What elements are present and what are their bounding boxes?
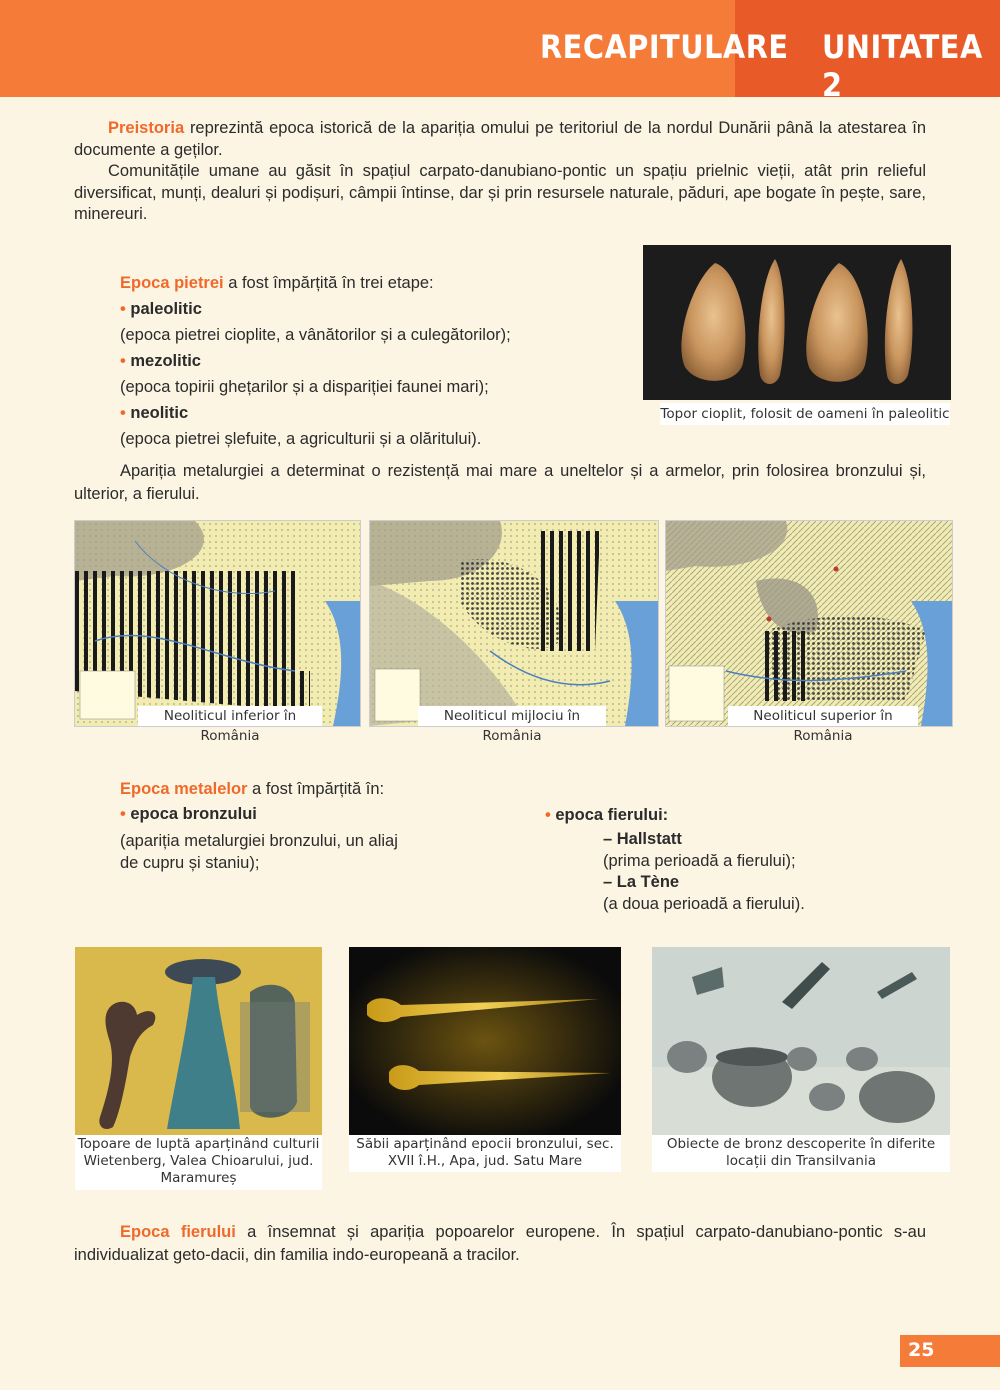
hallstatt-desc: (prima perioadă a fierului);	[603, 851, 796, 870]
term-preistoria: Preistoria	[108, 119, 185, 137]
metal-age-lead: Epoca metalelor a fost împărțită în:	[120, 780, 385, 798]
bullet-icon: •	[120, 805, 126, 823]
latene-label: – La Tène	[603, 873, 680, 891]
map-caption-middle: Neoliticul mijlociu în România	[418, 706, 606, 726]
intro-paragraph-1: Preistoria reprezintă epoca istorică de la apariția omului pe teritoriul de la nordul Dunării până la atestarea în documente a geților.	[74, 119, 926, 159]
stone-age-section	[120, 270, 630, 452]
map-neolithic-lower	[74, 520, 361, 727]
intro-section	[74, 118, 926, 226]
header-unit: UNITATEA 2	[822, 28, 983, 104]
swords-photo	[349, 947, 621, 1135]
swords-image	[349, 947, 621, 1135]
stage-paleolitic-desc: (epoca pietrei cioplite, a vânătorilor și a culegătorilor);	[120, 326, 511, 344]
bullet-icon: •	[120, 352, 126, 370]
bronze-objects-photo	[652, 947, 950, 1135]
page-number: 25	[908, 1339, 935, 1361]
latene-desc: (a doua perioadă a fierului).	[603, 894, 805, 913]
metallurgy-section	[74, 460, 926, 506]
bronze-objects-caption: Obiecte de bronz descoperite în diferite locații din Transilvania	[652, 1135, 950, 1172]
stone-age-lead: Epoca pietrei a fost împărțită în trei etape:	[120, 274, 434, 292]
bullet-icon: •	[120, 404, 126, 422]
stage-mezolitic-desc: (epoca topirii ghețarilor și a dispariției faunei mari);	[120, 378, 489, 396]
stone-axe-image	[643, 245, 951, 400]
map-neolithic-middle	[369, 520, 659, 727]
bullet-icon: •	[120, 300, 126, 318]
stone-axe-caption: Topor cioplit, folosit de oameni în paleolitic	[660, 403, 950, 425]
bronze-age-item: • epoca bronzului	[120, 805, 257, 823]
bronze-objects-image	[652, 947, 950, 1135]
hallstatt-label: – Hallstatt	[603, 830, 682, 848]
map-neolithic-upper	[665, 520, 953, 727]
stage-neolitic-desc: (epoca pietrei șlefuite, a agriculturii și a olăritului).	[120, 430, 482, 448]
stage-mezolitic: • mezolitic	[120, 352, 201, 370]
stone-axe-photo	[643, 245, 951, 400]
iron-periods	[545, 829, 925, 915]
metallurgy-paragraph: Apariția metalurgiei a determinat o rezistență mai mare a uneltelor și a armelor, prin folosirea bronzului și, ulterior, a fierului.	[74, 462, 926, 503]
intro-paragraph-2: Comunitățile umane au găsit în spațiul carpato-danubiano-pontic un spațiu prielnic vieții, atât prin relieful diversificat, munți, dealuri și podișuri, câmpii întinse, dar și prin resursele naturale, păduri, ape bogate în pește, sare, minereuri.	[74, 162, 926, 223]
iron-age-list	[545, 803, 925, 915]
battle-axes-image	[75, 947, 322, 1135]
swords-caption: Săbii aparținând epocii bronzului, sec. XVII î.H., Apa, jud. Satu Mare	[349, 1135, 621, 1172]
iron-age-section	[74, 1221, 926, 1267]
stage-paleolitic: • paleolitic	[120, 300, 202, 318]
metal-age-section	[120, 777, 520, 874]
iron-age-item: • epoca fierului:	[545, 806, 669, 824]
battle-axes-caption: Topoare de luptă aparținând culturii Wietenberg, Valea Chioarului, jud. Maramureș	[75, 1135, 322, 1190]
bronze-age-desc: (apariția metalurgiei bronzului, un aliaj de cupru și staniu);	[120, 832, 398, 872]
iron-age-paragraph: Epoca fierului a însemnat și apariția popoarelor europene. În spațiul carpato-danubiano-pontic s-au individualizat geto-dacii, din familia indo-europeană a tracilor.	[74, 1223, 926, 1264]
header-title: RECAPITULARE	[540, 28, 789, 66]
map-caption-lower: Neoliticul inferior în România	[138, 706, 322, 726]
bullet-icon: •	[545, 806, 551, 824]
battle-axes-photo	[75, 947, 322, 1135]
stage-neolitic: • neolitic	[120, 404, 189, 422]
map-caption-upper: Neoliticul superior în România	[728, 706, 918, 726]
